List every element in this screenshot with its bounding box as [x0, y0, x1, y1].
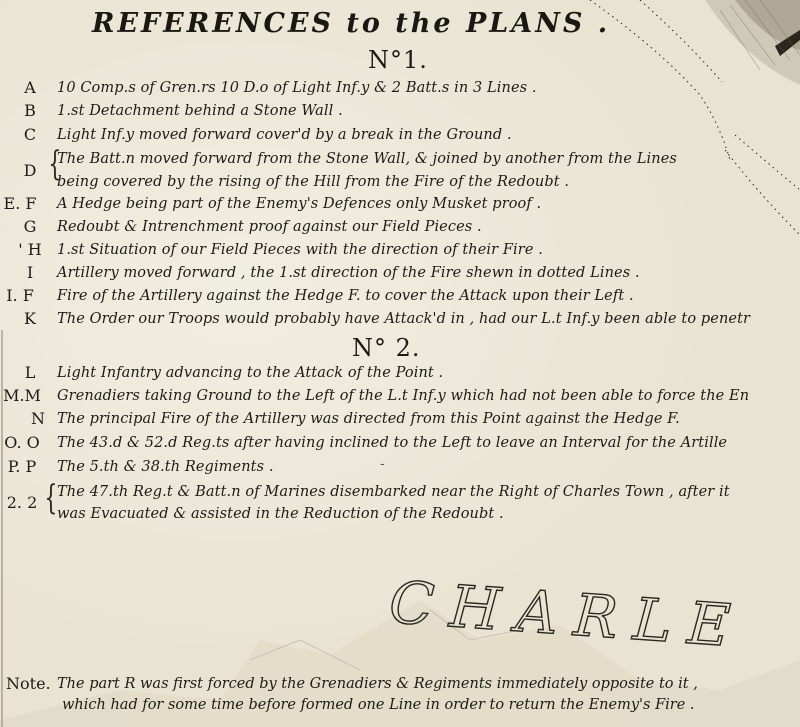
reference-text: Grenadiers taking Ground to the Left of the L.t Inf.y which had not been able to force the En [57, 388, 750, 404]
reference-text: The Order our Troops would probably have Attack'd in , had our L.t Inf.y been able to penetr [57, 311, 751, 327]
reference-text: Redoubt & Intrenchment proof against our Field Pieces . [57, 219, 482, 235]
reference-text: Fire of the Artillery against the Hedge F. to cover the Attack upon their Left . [57, 288, 634, 304]
reference-key: 2. 2 [6, 493, 38, 512]
reference-text: 1.st Detachment behind a Stone Wall . [57, 103, 343, 119]
reference-text: Light Inf.y moved forward cover'd by a break in the Ground . [57, 127, 512, 143]
reference-text: The 47.th Reg.t & Batt.n of Marines disembarked near the Right of Charles Town , after it [57, 484, 730, 500]
reference-key: L [24, 363, 36, 382]
reference-key: ' H [18, 240, 42, 259]
map-place-label: CHARLE [387, 568, 749, 661]
reference-key: M.M [3, 386, 41, 405]
reference-text: 10 Comp.s of Gren.rs 10 D.o of Light Inf.y & 2 Batt.s in 3 Lines . [57, 80, 537, 96]
reference-text: Artillery moved forward , the 1.st direction of the Fire shewn in dotted Lines . [57, 265, 640, 281]
note-key: Note. [6, 674, 51, 693]
reference-key: O. O [4, 433, 40, 452]
reference-text: Light Infantry advancing to the Attack of the Point . [57, 365, 444, 381]
section-heading-no1: N°1. [368, 46, 428, 74]
reference-text: The Batt.n moved forward from the Stone Wall, & joined by another from the Lines [57, 151, 677, 167]
brace-mark: { [48, 144, 62, 184]
reference-text: was Evacuated & assisted in the Reduction of the Redoubt . [57, 506, 504, 522]
reference-text: 1.st Situation of our Field Pieces with the direction of their Fire . [57, 242, 543, 258]
reference-key: N [31, 409, 45, 428]
reference-key: E. F [3, 194, 37, 213]
reference-key: A [24, 78, 36, 97]
reference-text: The 5.th & 38.th Regiments . [57, 459, 274, 475]
reference-text: being covered by the rising of the Hill from the Fire of the Redoubt . [57, 174, 570, 190]
reference-key: B [24, 101, 36, 120]
reference-key: D [23, 161, 37, 180]
reference-text: The principal Fire of the Artillery was directed from this Point against the Hedge F. [57, 411, 680, 427]
reference-key: K [24, 309, 36, 328]
map-mark: - [380, 456, 385, 472]
reference-key: I [26, 263, 34, 282]
reference-key: G [23, 217, 37, 236]
reference-key: P. P [7, 457, 37, 476]
note-line: The part R was first forced by the Grenadiers & Regiments immediately opposite to it , [57, 676, 698, 692]
reference-key: C [23, 125, 37, 144]
reference-text: A Hedge being part of the Enemy's Defences only Musket proof . [57, 196, 542, 212]
section-heading-no2: N° 2. [352, 334, 421, 362]
reference-text: The 43.d & 52.d Reg.ts after having inclined to the Left to leave an Interval for the Artille [57, 435, 728, 451]
redoubt-hatching [705, 0, 800, 85]
reference-key: I. F [6, 286, 34, 305]
references-title: REFERENCES to the PLANS . [92, 8, 611, 39]
note-line: which had for some time before formed one Line in order to return the Enemy's Fire . [62, 697, 695, 713]
brace-mark: { [44, 478, 58, 518]
